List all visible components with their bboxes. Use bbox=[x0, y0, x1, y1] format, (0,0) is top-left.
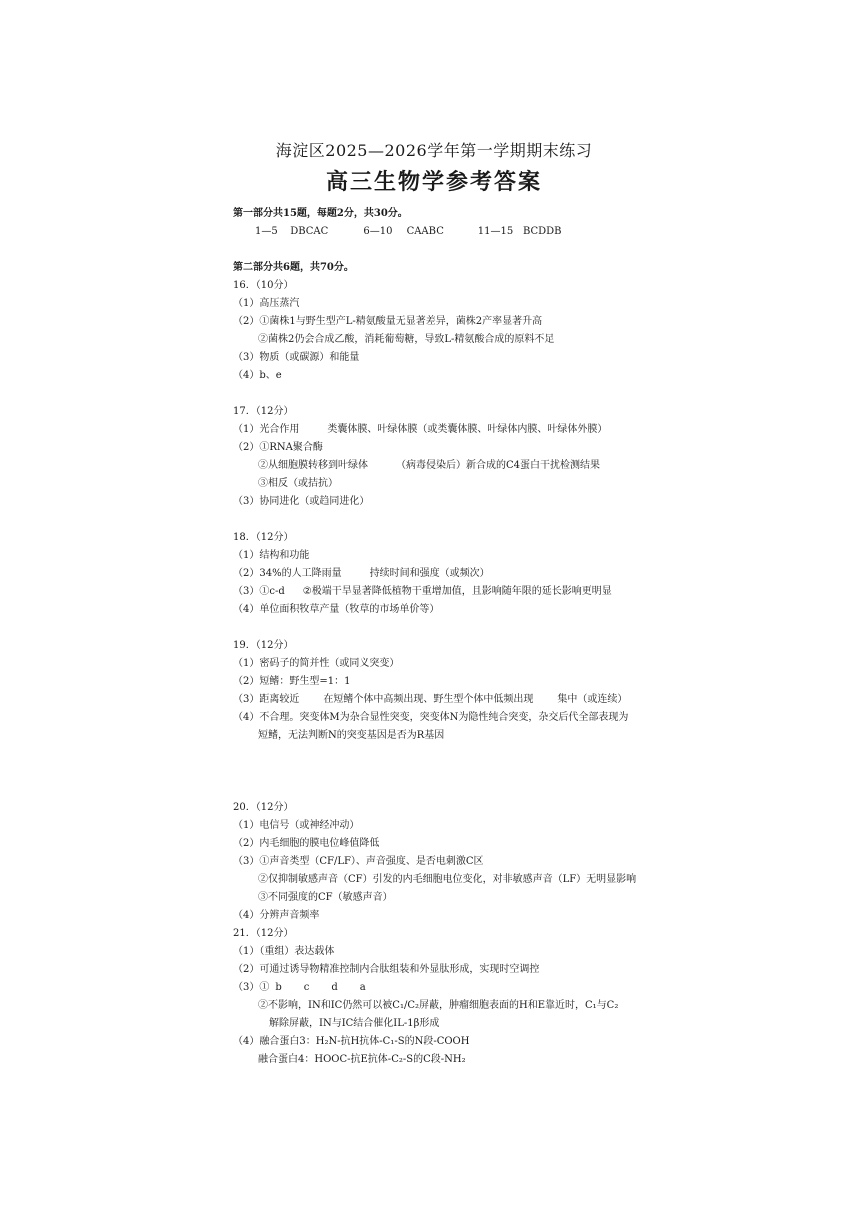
q18-line-part: （2）34%的人工降雨量 bbox=[233, 568, 342, 579]
q17-line bbox=[233, 421, 663, 439]
q19-line-part: 集中（或连续） bbox=[557, 694, 628, 705]
q18-line: （1）结构和功能 bbox=[233, 550, 310, 561]
range-3: 11—15 bbox=[477, 226, 514, 237]
part1-answers bbox=[233, 223, 663, 241]
q20-line: （4）分辨声音频率 bbox=[233, 910, 320, 921]
q18-heading: 18．（12分） bbox=[233, 532, 294, 543]
q21-order-item: b bbox=[275, 982, 282, 993]
q21-heading: 21．（12分） bbox=[233, 928, 294, 939]
q18-line bbox=[233, 565, 663, 583]
answer-body bbox=[233, 205, 663, 1069]
q17-line-part: 类囊体膜、叶绿体膜（或类囊体膜、叶绿体内膜、叶绿体外膜） bbox=[327, 424, 608, 435]
q20-line: ③不同强度的CF（敏感声音） bbox=[258, 892, 393, 903]
q19-line-part: 在短鳍个体中高频出现、野生型个体中低频出现 bbox=[323, 694, 534, 705]
q21-line: （2）可通过诱导物精准控制内合肽组装和外显肽形成，实现时空调控 bbox=[233, 964, 540, 975]
q20-line: ②仅抑制敏感声音（CF）引发的内毛细胞电位变化，对非敏感声音（LF）无明显影响 bbox=[258, 874, 637, 885]
q20-heading: 20．（12分） bbox=[233, 802, 294, 813]
q21-line: ②不影响，IN和IC仍然可以被C₁/C₂屏蔽，肿瘤细胞表面的H和E靠近时，C₁与C₂ bbox=[258, 1000, 619, 1011]
range-1: 1—5 bbox=[255, 226, 278, 237]
q18-line-part: （3）①c-d bbox=[233, 586, 285, 597]
q19-line bbox=[233, 691, 663, 709]
q19-line: 短鳍，无法判断N的突变基因是否为R基因 bbox=[258, 730, 445, 741]
answers-2: CAABC bbox=[406, 226, 444, 237]
q17-line-part: （病毒侵染后）新合成的C4蛋白干扰检测结果 bbox=[396, 460, 601, 471]
q21-order-item: d bbox=[331, 982, 338, 993]
q18-line bbox=[233, 583, 663, 601]
q18-line: （4）单位面积牧草产量（牧草的市场单价等） bbox=[233, 604, 440, 615]
q20-line: （1）电信号（或神经冲动） bbox=[233, 820, 360, 831]
answer-key-title: 高三生物学参考答案 bbox=[325, 169, 542, 195]
q17-heading: 17．（12分） bbox=[233, 406, 294, 417]
q17-line: （3）协同进化（或趋同进化） bbox=[233, 496, 370, 507]
q21-line: （4）融合蛋白3：H₂N-抗H抗体-C₁-S的N段-COOH bbox=[233, 1036, 470, 1047]
q17-line-part: （1）光合作用 bbox=[233, 424, 300, 435]
q21-order-item: c bbox=[303, 982, 310, 993]
q21-line: 融合蛋白4：HOOC-抗E抗体-C₂-S的C段-NH₂ bbox=[258, 1054, 466, 1065]
q16-line: （3）物质（或碳源）和能量 bbox=[233, 352, 360, 363]
q19-line-part: （3）距离较近 bbox=[233, 694, 300, 705]
answers-1: DBCAC bbox=[290, 226, 329, 237]
q17-line bbox=[233, 457, 663, 475]
q16-line: （4）b、e bbox=[233, 370, 282, 381]
q16-heading: 16．（10分） bbox=[233, 280, 294, 291]
answers-3: BCDDB bbox=[522, 226, 562, 237]
q18-line-part: 持续时间和强度（或频次） bbox=[369, 568, 490, 579]
q16-line: （1）高压蒸汽 bbox=[233, 298, 300, 309]
q21-line bbox=[233, 979, 663, 997]
q20-line: （3）①声音类型（CF/LF）、声音强度、是否电刺激C区 bbox=[233, 856, 484, 867]
q21-line: （1）（重组）表达载体 bbox=[233, 946, 335, 957]
part2-heading: 第二部分共6题，共70分。 bbox=[233, 262, 354, 273]
q17-line-part: ②从细胞膜转移到叶绿体 bbox=[258, 460, 368, 471]
q21-line: 解除屏蔽，IN与IC结合催化IL-1β形成 bbox=[269, 1018, 440, 1029]
part1-heading: 第一部分共15题，每题2分，共30分。 bbox=[233, 208, 408, 219]
q17-line: ③相反（或拮抗） bbox=[258, 478, 338, 489]
q19-line: （1）密码子的简并性（或同义突变） bbox=[233, 658, 400, 669]
q21-order-item: a bbox=[359, 982, 366, 993]
q16-line: ②菌株2仍会合成乙酸，消耗葡萄糖，导致L-精氨酸合成的原料不足 bbox=[258, 334, 555, 345]
q19-line: （2）短鳍：野生型=1：1 bbox=[233, 676, 351, 687]
q19-heading: 19．（12分） bbox=[233, 640, 294, 651]
q17-line: （2）①RNA聚合酶 bbox=[233, 442, 323, 453]
q20-line: （2）内毛细胞的膜电位峰值降低 bbox=[233, 838, 380, 849]
q21-line-part: （3）① bbox=[233, 982, 270, 993]
exam-title: 海淀区2025—2026学年第一学期期末练习 bbox=[275, 141, 593, 160]
q19-line: （4）不合理。突变体M为杂合显性突变，突变体N为隐性纯合突变，杂交后代全部表现为 bbox=[233, 712, 629, 723]
q18-line-part: ②极端干旱显著降低植物干重增加值，且影响随年限的延长影响更明显 bbox=[302, 586, 612, 597]
q16-line: （2）①菌株1与野生型产L-精氨酸量无显著差异，菌株2产率显著升高 bbox=[233, 316, 543, 327]
range-2: 6—10 bbox=[363, 226, 393, 237]
